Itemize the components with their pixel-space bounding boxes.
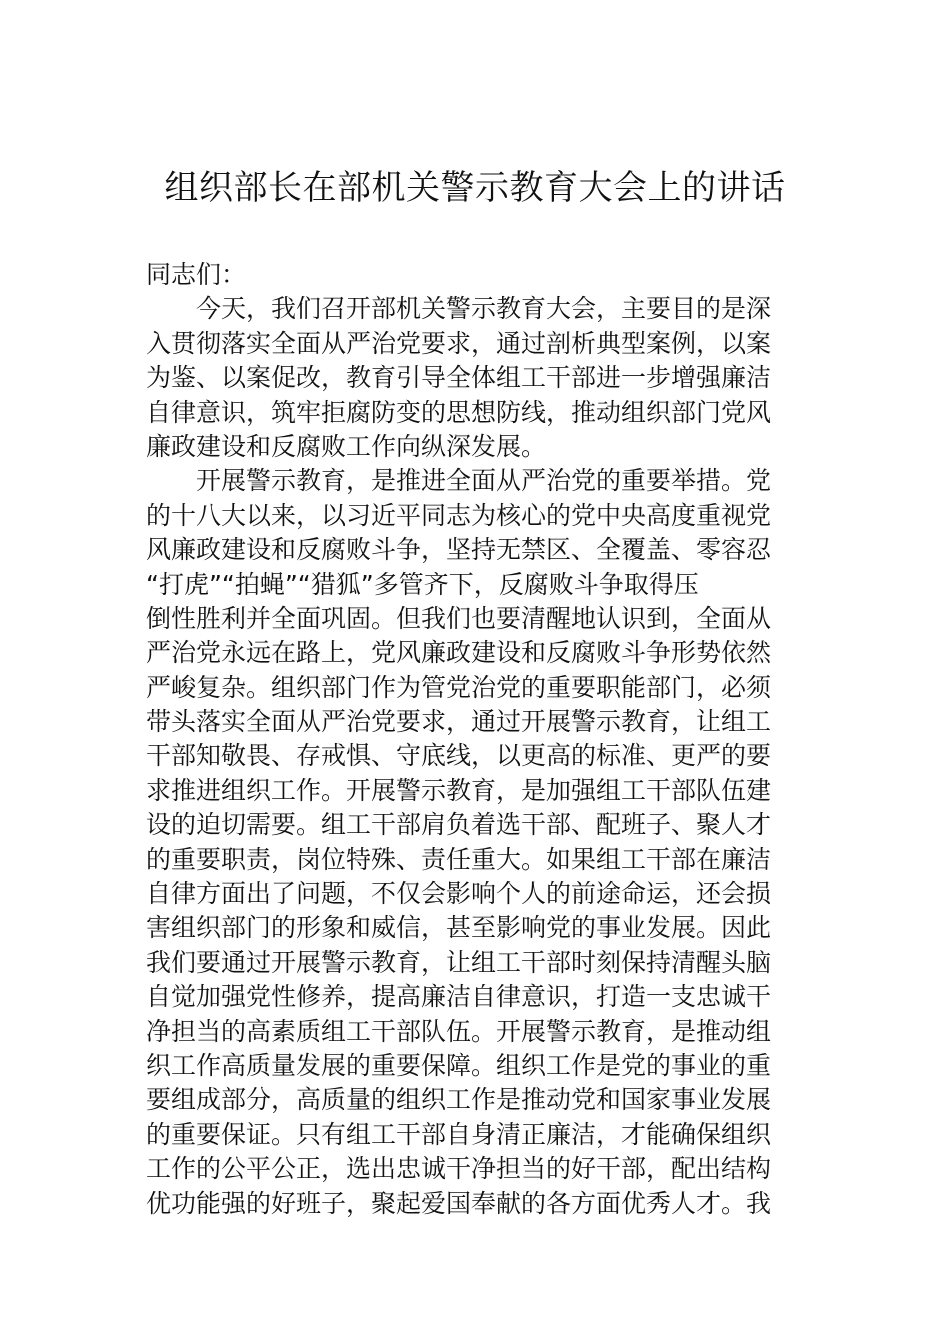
paragraph-line: 设的迫切需要。组工干部肩负着选干部、配班子、聚人才 (146, 810, 772, 840)
paragraph-line: 害组织部门的形象和威信，甚至影响党的事业发展。因此 (146, 913, 772, 943)
paragraph-line: 自律方面出了问题，不仅会影响个人的前途命运，还会损 (146, 879, 772, 909)
paragraph-line: 织工作高质量发展的重要保障。组织工作是党的事业的重 (146, 1050, 772, 1080)
paragraph-line: 的重要保证。只有组工干部自身清正廉洁，才能确保组织 (146, 1119, 772, 1149)
paragraph-line: 带头落实全面从严治党要求，通过开展警示教育，让组工 (146, 707, 772, 737)
paragraph-line: 入贯彻落实全面从严治党要求，通过剖析典型案例，以案 (146, 328, 772, 358)
paragraph-line: 今天，我们召开部机关警示教育大会，主要目的是深 (196, 294, 772, 324)
paragraph-line: 风廉政建设和反腐败斗争，坚持无禁区、全覆盖、零容忍 (146, 535, 772, 565)
paragraph-line: 自觉加强党性修养，提高廉洁自律意识，打造一支忠诚干 (146, 982, 772, 1012)
paragraph-line: 严治党永远在路上，党风廉政建设和反腐败斗争形势依然 (146, 638, 772, 668)
paragraph-line: 的重要职责，岗位特殊、责任重大。如果组工干部在廉洁 (146, 844, 772, 874)
paragraph-line: 廉政建设和反腐败工作向纵深发展。 (146, 431, 547, 461)
paragraph-line: 自律意识，筑牢拒腐防变的思想防线，推动组织部门党风 (146, 397, 772, 427)
paragraph-line: 为鉴、以案促改，教育引导全体组工干部进一步增强廉洁 (146, 363, 772, 393)
document-body (146, 258, 808, 1221)
paragraph-line: 工作的公平公正，选出忠诚干净担当的好干部，配出结构 (146, 1154, 772, 1184)
paragraph-line: 要组成部分，高质量的组织工作是推动党和国家事业发展 (146, 1085, 772, 1115)
paragraph-line: 倒性胜利并全面巩固。但我们也要清醒地认识到，全面从 (146, 603, 772, 633)
paragraph-line: 净担当的高素质组工干部队伍。开展警示教育，是推动组 (146, 1016, 772, 1046)
paragraph-line: 严峻复杂。组织部门作为管党治党的重要职能部门，必须 (146, 672, 772, 702)
salutation-line: 同志们： (146, 260, 247, 289)
paragraph-line: 的十八大以来，以习近平同志为核心的党中央高度重视党 (146, 500, 772, 530)
paragraph-line: 我们要通过开展警示教育，让组工干部时刻保持清醒头脑 (146, 947, 772, 977)
paragraph-line: 开展警示教育，是推进全面从严治党的重要举措。党 (196, 466, 772, 496)
paragraph-line: 优功能强的好班子，聚起爱国奉献的各方面优秀人才。我 (146, 1188, 772, 1218)
paragraph-line: 干部知敬畏、存戒惧、守底线，以更高的标准、更严的要 (146, 741, 772, 771)
paragraph-line: “打虎”“拍蝇”“猎狐”多管齐下，反腐败斗争取得压 (146, 569, 699, 599)
paragraph-line: 求推进组织工作。开展警示教育，是加强组工干部队伍建 (146, 775, 772, 805)
document-title: 组织部长在部机关警示教育大会上的讲话 (164, 168, 786, 208)
